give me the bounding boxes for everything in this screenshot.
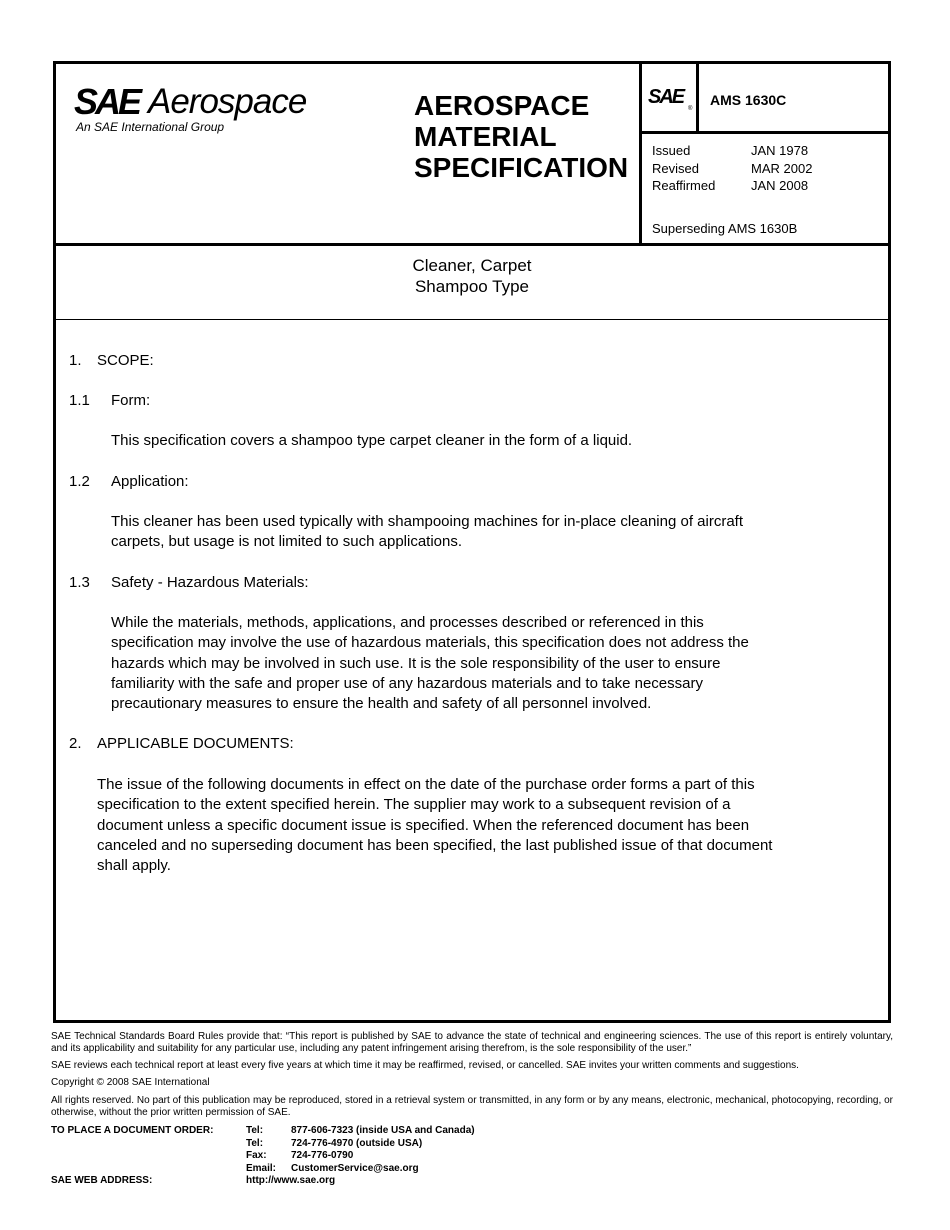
registered-mark-icon: ® bbox=[688, 106, 693, 112]
spec-title-line: AEROSPACE bbox=[414, 90, 590, 121]
document-header bbox=[56, 64, 888, 246]
paragraph-line: document unless a specific document issue is specified. When the referenced document has been bbox=[97, 816, 750, 834]
section-title: Safety - Hazardous Materials: bbox=[111, 574, 309, 591]
paragraph-line: specification to the extent specified herein. The supplier may work to a subsequent revision of a bbox=[97, 796, 731, 814]
paragraph-line: This cleaner has been used typically with shampooing machines for in-place cleaning of aircraft bbox=[111, 513, 743, 530]
contact-label: Tel: bbox=[246, 1137, 264, 1149]
section-number: 1.1 bbox=[69, 392, 90, 409]
section-title: Application: bbox=[111, 473, 189, 490]
footer-copyright: Copyright © 2008 SAE International bbox=[51, 1077, 210, 1088]
logo-aerospace-text: Aerospace bbox=[148, 82, 307, 121]
paragraph-line: specification may involve the use of hazardous materials, this specification does not address the bbox=[111, 634, 749, 652]
document-frame bbox=[53, 61, 891, 1023]
sae-aerospace-logo bbox=[74, 82, 334, 142]
paragraph-line: precautionary measures to ensure the health and safety of all personnel involved. bbox=[111, 695, 652, 713]
sae-mini-logo-text: SAE bbox=[648, 86, 684, 108]
spec-id-box bbox=[639, 64, 891, 243]
paragraph-line: While the materials, methods, applications, and processes described or referenced in this bbox=[111, 614, 704, 631]
section-number: 1.2 bbox=[69, 473, 90, 490]
section-1-3-text bbox=[111, 613, 749, 714]
date-value: MAR 2002 bbox=[751, 160, 813, 176]
date-label: Reaffirmed bbox=[652, 178, 716, 193]
email-link[interactable]: CustomerService@sae.org bbox=[291, 1162, 419, 1174]
contact-label: Fax: bbox=[246, 1150, 267, 1161]
sae-mini-logo bbox=[642, 64, 699, 131]
contact-label: Tel: bbox=[246, 1125, 264, 1136]
section-1-1-text bbox=[111, 431, 632, 451]
paragraph-line: This specification covers a shampoo type carpet cleaner in the form of a liquid. bbox=[111, 432, 633, 449]
logo-sae-text: SAE bbox=[74, 81, 140, 122]
section-number: 1.3 bbox=[69, 574, 90, 591]
section-1-3-heading bbox=[69, 573, 309, 593]
date-label: Revised bbox=[652, 160, 699, 176]
paragraph-line: canceled and no superseding document has been specified, the last published issue of that document bbox=[97, 836, 773, 854]
footer-rights: All rights reserved. No part of this publication may be reproduced, stored in a retrieval system or transmitted, in any form or by any means, electronic, mechanical, photocopying, recording, or otherwise, without the prior written permission of SAE. bbox=[51, 1095, 893, 1118]
document-title-line2: Shampoo Type bbox=[414, 277, 530, 296]
contact-value: 724-776-0790 bbox=[291, 1150, 354, 1161]
section-title: APPLICABLE DOCUMENTS: bbox=[97, 735, 294, 752]
date-value: JAN 1978 bbox=[751, 143, 809, 158]
document-title bbox=[56, 246, 888, 320]
spec-title-line: SPECIFICATION bbox=[414, 152, 629, 183]
section-2-heading bbox=[69, 734, 294, 754]
footer-rules: SAE Technical Standards Board Rules provide that: “This report is published by SAE to advance the state of technical and engineering sciences. The use of this report is entirely voluntary, and its applicability and suitability for any particular use, including any patent infringement arising therefrom, is the sole responsibility of the user.” bbox=[51, 1031, 893, 1054]
contact-value: 877-606-7323 (inside USA and Canada) bbox=[291, 1125, 475, 1136]
superseding-note: Superseding AMS 1630B bbox=[652, 221, 798, 236]
section-title: SCOPE: bbox=[97, 352, 154, 369]
paragraph-line: shall apply. bbox=[97, 857, 171, 875]
logo-subtitle: An SAE International Group bbox=[76, 120, 225, 134]
section-1-2-text bbox=[111, 512, 743, 553]
date-value: JAN 2008 bbox=[751, 178, 809, 193]
paragraph-line: carpets, but usage is not limited to such applications. bbox=[111, 533, 463, 551]
spec-title bbox=[414, 90, 628, 183]
section-1-2-heading bbox=[69, 472, 189, 492]
order-label: TO PLACE A DOCUMENT ORDER: bbox=[51, 1125, 214, 1136]
section-1-heading bbox=[69, 351, 154, 371]
contact-label: Email: bbox=[246, 1162, 277, 1174]
section-number: 2. bbox=[69, 735, 82, 752]
footer-review: SAE reviews each technical report at least every five years at which time it may be reaffirmed, revised, or cancelled. SAE invites your written comments and suggestions. bbox=[51, 1060, 799, 1071]
date-label: Issued bbox=[652, 143, 691, 158]
section-1-1-heading bbox=[69, 391, 151, 411]
section-2-text bbox=[97, 775, 772, 876]
spec-id-row bbox=[642, 64, 891, 134]
contact-value: 724-776-4970 (outside USA) bbox=[291, 1137, 423, 1149]
section-title: Form: bbox=[111, 392, 151, 409]
section-number: 1. bbox=[69, 352, 82, 369]
paragraph-line: familiarity with the safe and proper use of any hazardous materials and to take necessary bbox=[111, 674, 703, 692]
document-title-line1: Cleaner, Carpet bbox=[412, 256, 532, 275]
paragraph-line: hazards which may be involved in such use. It is the sole responsibility of the user to ensure bbox=[111, 654, 721, 672]
web-label: SAE WEB ADDRESS: bbox=[51, 1175, 153, 1186]
paragraph-line: The issue of the following documents in effect on the date of the purchase order forms a part of this bbox=[97, 776, 755, 793]
spec-title-line: MATERIAL bbox=[414, 121, 557, 152]
ams-number: AMS 1630C bbox=[710, 92, 787, 108]
web-address-link[interactable]: http://www.sae.org bbox=[246, 1175, 336, 1186]
